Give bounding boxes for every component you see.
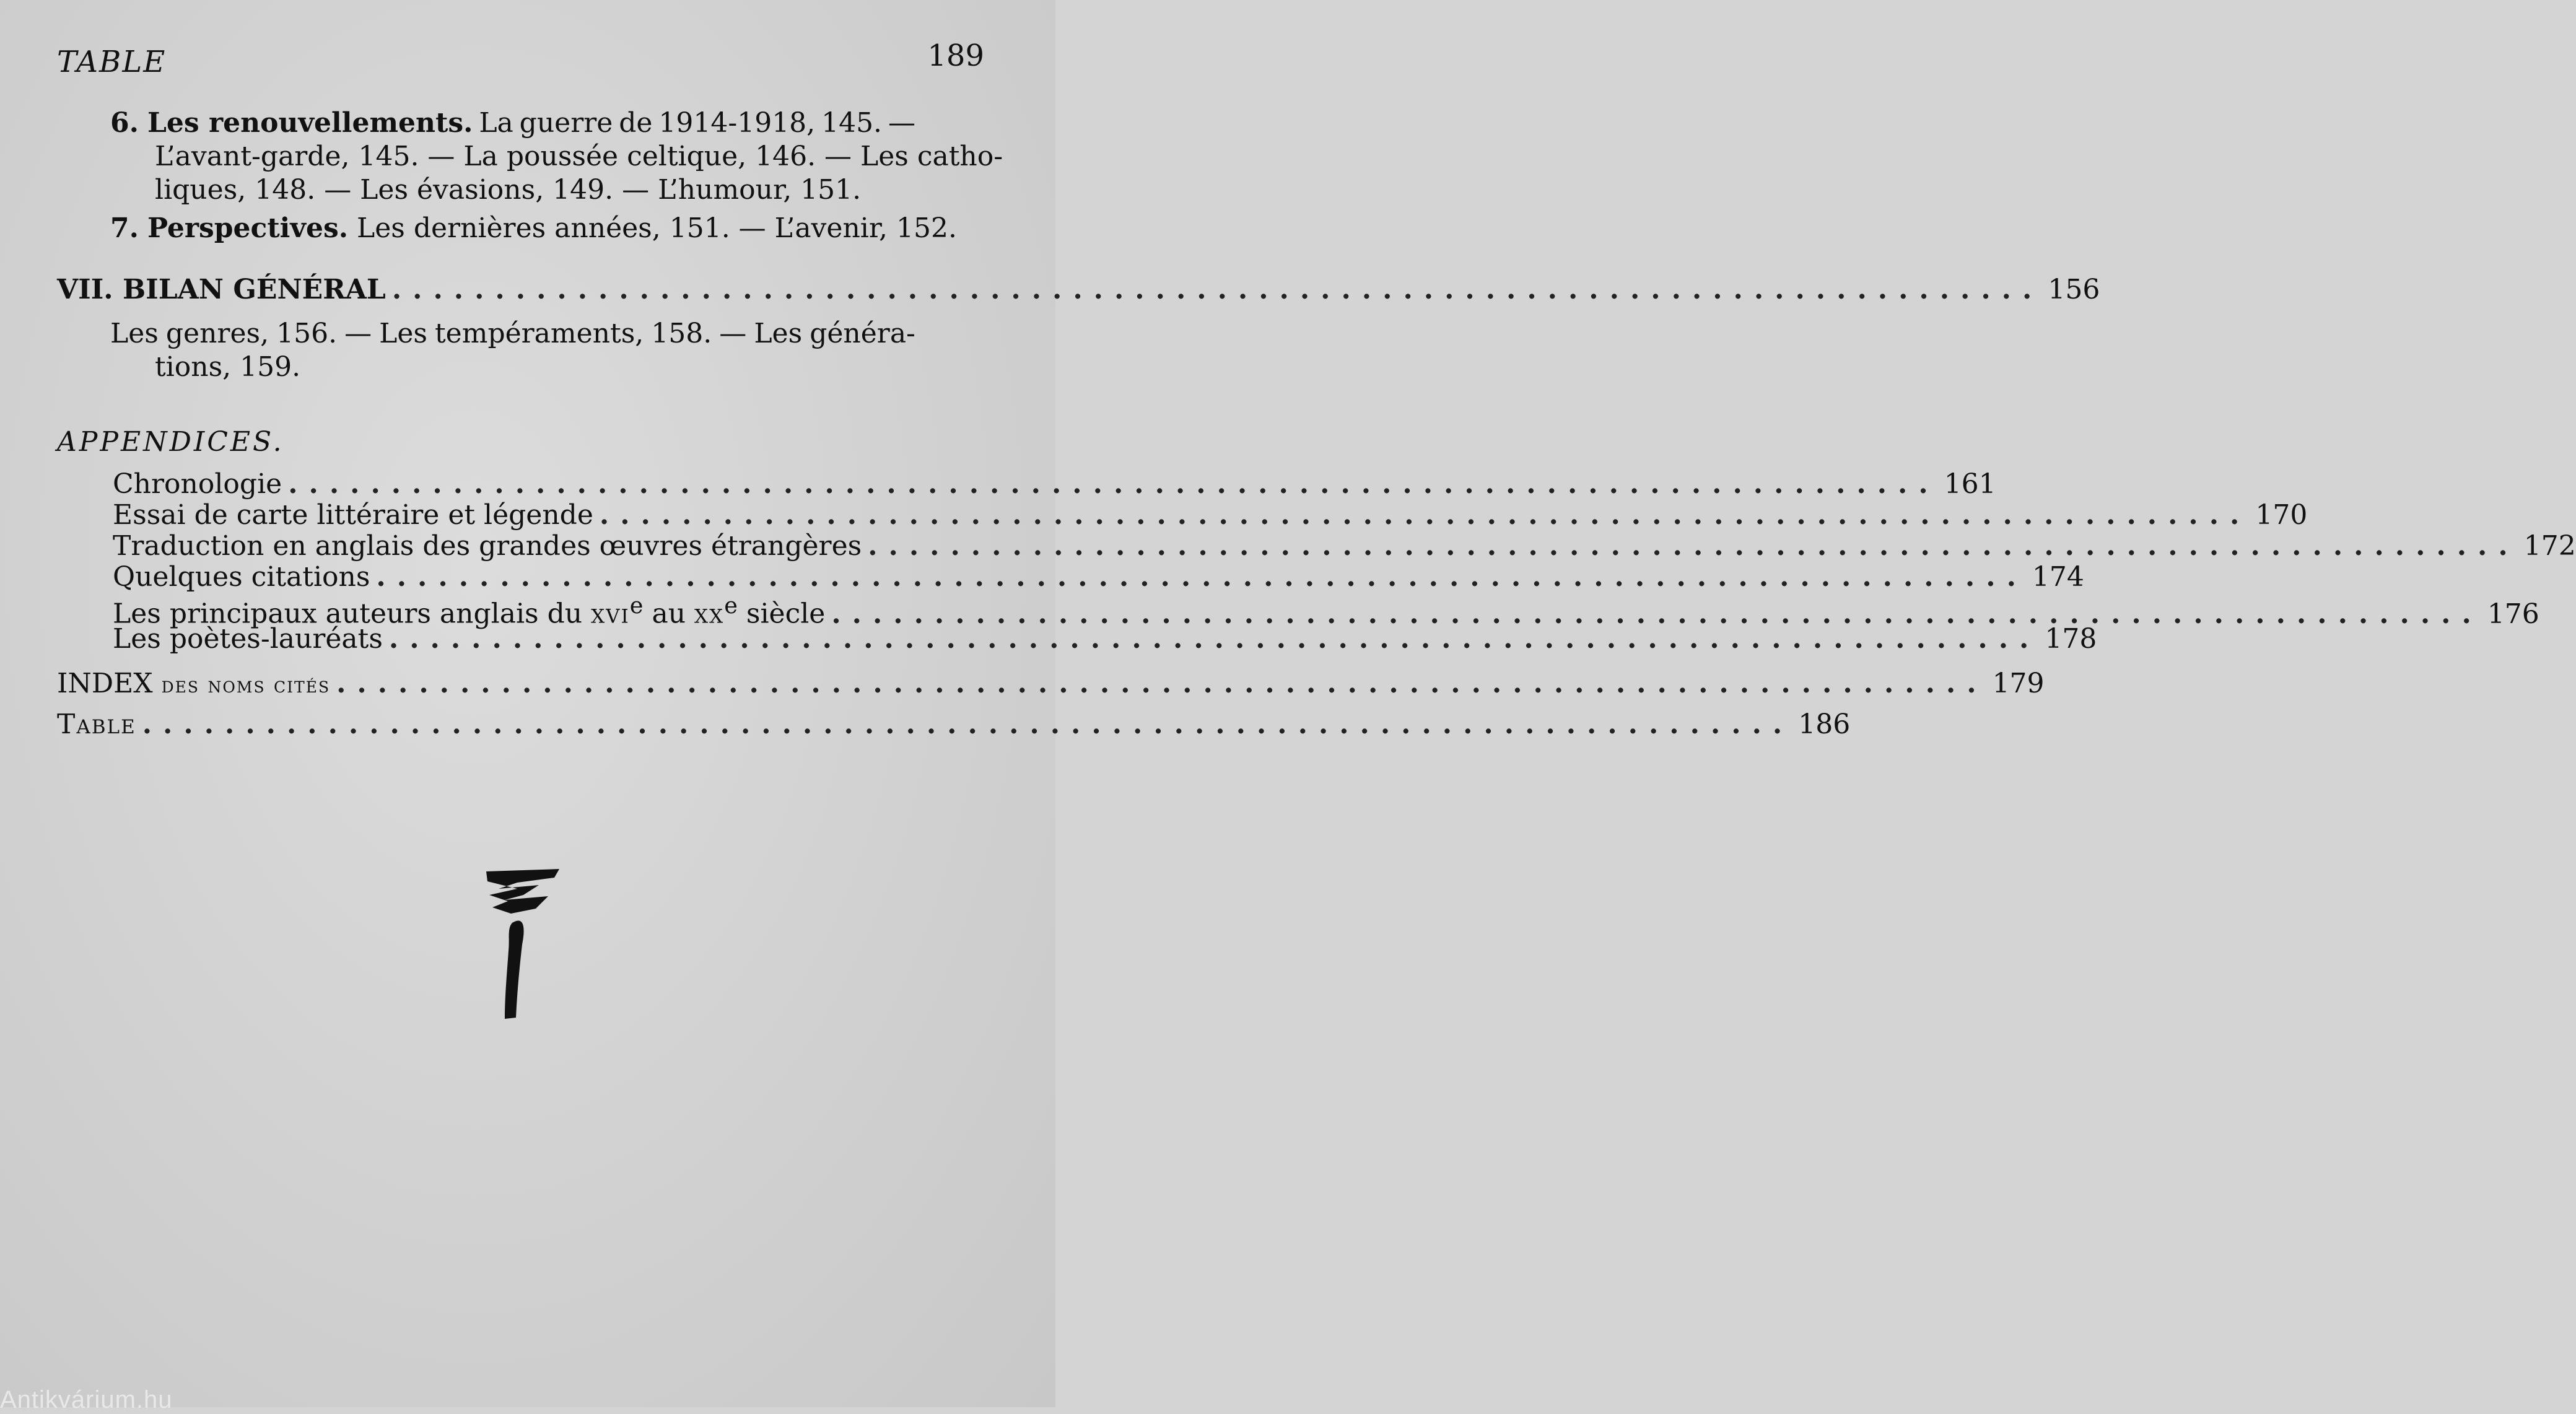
dot-leader: ................................................................................ <box>288 468 1939 500</box>
toc-entry-table <box>57 709 1851 740</box>
appendix-item <box>113 623 2097 655</box>
dot-leader: ................................................................................ <box>336 668 1988 699</box>
toc-entry-section-7 <box>110 212 957 245</box>
appendix-item-page: 178 <box>2045 623 2097 655</box>
dot-leader: ................................................................................ <box>599 499 2251 531</box>
section-6-word: La <box>479 107 513 139</box>
superscript: e <box>724 592 738 619</box>
printer-mark-icon <box>480 864 573 1025</box>
appendices-heading: APPENDICES. <box>57 426 284 458</box>
appendix-item-label: Chronologie <box>113 468 282 500</box>
appendix-item-label: Essai de carte littéraire et légende <box>113 499 593 531</box>
section-6-line-2: L’avant-garde, 145. — La poussée celtique, 146. — Les catho- <box>155 141 1003 172</box>
toc-entry-chapter-7 <box>57 274 2100 305</box>
appendix-item-page: 176 <box>2487 598 2539 630</box>
chapter-7-word: Les <box>754 318 803 349</box>
section-7-number: 7. <box>110 212 139 244</box>
appendix-item-label: Quelques citations <box>113 561 370 593</box>
running-title: TABLE <box>57 45 167 79</box>
chapter-7-word: 158. <box>651 318 712 349</box>
dot-leader: ................................................................................ <box>388 623 2040 655</box>
century-numeral: xvi <box>591 598 630 630</box>
chapter-7-title: VII. BILAN GÉNÉRAL <box>57 274 386 305</box>
section-6-number: 6. <box>110 107 139 139</box>
dot-leader: ................................................................................ <box>142 709 1794 740</box>
chapter-7-contents <box>110 317 915 384</box>
chapter-7-page: 156 <box>2048 274 2100 305</box>
appendix-item <box>113 499 2308 531</box>
section-6-word: guerre <box>519 107 613 139</box>
chapter-7-contents-line-1 <box>110 317 915 351</box>
index-page: 179 <box>1992 668 2045 699</box>
appendix-item-page: 172 <box>2523 530 2576 562</box>
label-text: Les principaux auteurs anglais du <box>113 598 592 630</box>
section-6-title: Les renouvellements. <box>147 107 473 139</box>
page-number: 189 <box>927 38 984 73</box>
chapter-7-word: généra- <box>810 318 915 349</box>
chapter-7-word: tempéraments, <box>435 318 644 349</box>
appendix-item-page: 174 <box>2032 561 2084 593</box>
section-6-word: 1914-1918, <box>658 107 816 139</box>
chapter-7-word: genres, <box>165 318 269 349</box>
index-label-small: des noms cités <box>161 673 331 698</box>
dot-leader: ................................................................................ <box>868 530 2519 562</box>
section-6-line-1 <box>110 107 915 140</box>
chapter-7-word: Les <box>110 318 159 349</box>
century-numeral: xx <box>694 598 725 630</box>
index-label <box>57 668 336 699</box>
chapter-7-word: — <box>719 318 747 349</box>
section-6-word: de <box>619 107 653 139</box>
chapter-7-word: Les <box>379 318 427 349</box>
section-7-rest: Les dernières années, 151. — L’avenir, 152. <box>357 212 957 244</box>
appendix-item-label: Traduction en anglais des grandes œuvres étrangères <box>113 530 862 562</box>
appendix-item <box>113 468 1996 500</box>
appendix-item-label: Les poètes-lauréats <box>113 623 383 655</box>
chapter-7-word: 156. <box>276 318 338 349</box>
toc-entry-index <box>57 668 2045 699</box>
section-7-line <box>110 212 957 245</box>
section-6-word: — <box>888 107 915 139</box>
appendix-item-page: 161 <box>1944 468 1996 500</box>
appendix-item-page: 170 <box>2255 499 2308 531</box>
superscript: e <box>629 592 644 619</box>
table-page: 186 <box>1798 709 1851 740</box>
index-label-main: INDEX <box>57 668 153 699</box>
appendix-item <box>113 530 2576 562</box>
table-label: Table <box>57 709 136 740</box>
label-text: siècle <box>737 598 826 630</box>
chapter-7-word: — <box>344 318 372 349</box>
toc-entry-section-6 <box>110 107 1003 207</box>
section-6-word: 145. <box>821 107 883 139</box>
dot-leader: ................................................................................ <box>376 561 2027 593</box>
chapter-7-contents-line-2: tions, 159. <box>155 351 301 383</box>
section-7-title: Perspectives. <box>147 212 349 244</box>
label-text: au <box>643 598 695 630</box>
watermark: Antikvárium.hu <box>0 1386 173 1413</box>
section-6-line-3: liques, 148. — Les évasions, 149. — L’humour, 151. <box>155 174 862 206</box>
appendix-item <box>113 561 2084 593</box>
dot-leader: ................................................................................ <box>831 598 2482 630</box>
dot-leader: ................................................................................ <box>391 274 2043 305</box>
